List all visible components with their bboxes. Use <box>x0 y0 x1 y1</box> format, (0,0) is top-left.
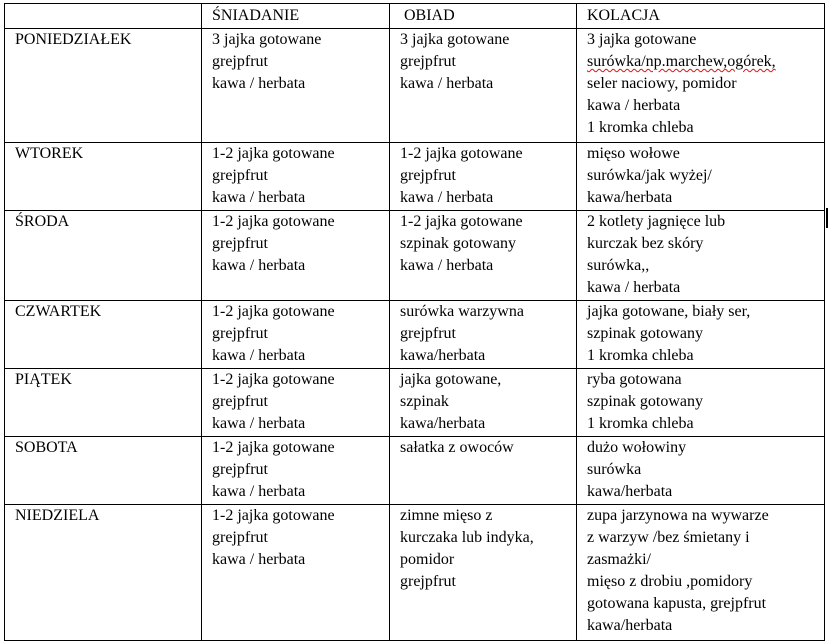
lunch-item: jajka gotowane, <box>400 371 502 388</box>
breakfast-item: kawa / herbata <box>212 257 306 274</box>
lunch-item: kawa / herbata <box>400 75 494 92</box>
day-label: ŚRODA <box>15 213 70 230</box>
breakfast-item: grejpfrut <box>212 461 268 478</box>
dinner-cell <box>577 143 825 211</box>
lunch-item: szpinak <box>400 393 449 410</box>
table-row <box>5 29 825 143</box>
day-label: SOBOTA <box>15 439 78 456</box>
dinner-item: dużo wołowiny <box>587 439 687 456</box>
lunch-item: grejpfrut <box>400 53 456 70</box>
lunch-item: 1-2 jajka gotowane <box>400 213 523 230</box>
breakfast-item: 1-2 jajka gotowane <box>212 507 335 524</box>
lunch-item: kurczaka lub indyka, <box>400 529 534 546</box>
breakfast-item: 1-2 jajka gotowane <box>212 145 335 162</box>
dinner-item: 1 kromka chleba <box>587 347 694 364</box>
lunch-item: szpinak gotowany <box>400 235 516 252</box>
breakfast-item: 1-2 jajka gotowane <box>212 213 335 230</box>
dinner-item: seler naciowy, pomidor <box>587 75 737 92</box>
dinner-item: 1 kromka chleba <box>587 415 694 432</box>
lunch-item: kawa / herbata <box>400 257 494 274</box>
breakfast-item: grejpfrut <box>212 235 268 252</box>
lunch-item: pomidor <box>400 551 455 568</box>
table-row <box>5 143 825 211</box>
dinner-item: mięso wołowe <box>587 145 680 162</box>
breakfast-item: 1-2 jajka gotowane <box>212 303 335 320</box>
lunch-cell <box>390 211 577 301</box>
breakfast-item: grejpfrut <box>212 53 268 70</box>
breakfast-item: grejpfrut <box>212 325 268 342</box>
day-cell <box>5 143 202 211</box>
lunch-item: 3 jajka gotowane <box>400 31 510 48</box>
breakfast-item: kawa / herbata <box>212 347 306 364</box>
dinner-item: 2 kotlety jagnięce lub <box>587 213 726 230</box>
lunch-item: sałatka z owoców <box>400 439 514 456</box>
dinner-item: surówka,, <box>587 257 650 274</box>
breakfast-item: 1-2 jajka gotowane <box>212 371 335 388</box>
breakfast-item: grejpfrut <box>212 529 268 546</box>
dinner-item: kawa / herbata <box>587 97 681 114</box>
breakfast-item: 3 jajka gotowane <box>212 31 322 48</box>
dinner-item: surówka/np.marchew,ogórek, <box>587 53 776 70</box>
breakfast-item: 1-2 jajka gotowane <box>212 439 335 456</box>
dinner-item: surówka/jak wyżej/ <box>587 167 712 184</box>
header-lunch: OBIAD <box>390 4 577 29</box>
lunch-item: kawa/herbata <box>400 415 486 432</box>
dinner-item: gotowana kapusta, grejpfrut <box>587 595 767 612</box>
breakfast-cell <box>202 369 390 437</box>
breakfast-cell <box>202 437 390 505</box>
day-label: NIEDZIELA <box>15 507 100 524</box>
day-cell <box>5 29 202 143</box>
lunch-cell <box>390 143 577 211</box>
lunch-item: zimne mięso z <box>400 507 493 524</box>
day-cell <box>5 369 202 437</box>
breakfast-item: kawa / herbata <box>212 483 306 500</box>
day-cell <box>5 211 202 301</box>
lunch-item: surówka warzywna <box>400 303 524 320</box>
dinner-item: mięso z drobiu ,pomidory <box>587 573 753 590</box>
table-row <box>5 437 825 505</box>
lunch-item: 1-2 jajka gotowane <box>400 145 523 162</box>
lunch-item: grejpfrut <box>400 325 456 342</box>
dinner-item: kawa/herbata <box>587 189 673 206</box>
day-cell <box>5 505 202 641</box>
dinner-item: szpinak gotowany <box>587 325 703 342</box>
lunch-cell <box>390 369 577 437</box>
breakfast-cell <box>202 211 390 301</box>
header-breakfast: ŚNIADANIE <box>202 4 390 29</box>
dinner-cell <box>577 301 825 369</box>
text-cursor-mark <box>826 208 828 228</box>
header-row <box>5 4 825 29</box>
dinner-item: kawa / herbata <box>587 279 681 296</box>
day-label: CZWARTEK <box>15 303 102 320</box>
day-cell <box>5 301 202 369</box>
dinner-cell <box>577 369 825 437</box>
lunch-item: grejpfrut <box>400 573 456 590</box>
dinner-item: ryba gotowana <box>587 371 682 388</box>
day-label: WTOREK <box>15 145 84 162</box>
breakfast-item: grejpfrut <box>212 393 268 410</box>
table-row <box>5 505 825 641</box>
breakfast-item: grejpfrut <box>212 167 268 184</box>
breakfast-item: kawa / herbata <box>212 415 306 432</box>
lunch-cell <box>390 505 577 641</box>
dinner-item: kawa/herbata <box>587 617 673 634</box>
lunch-cell <box>390 301 577 369</box>
dinner-cell <box>577 29 825 143</box>
lunch-item: grejpfrut <box>400 167 456 184</box>
dinner-cell <box>577 505 825 641</box>
dinner-cell <box>577 211 825 301</box>
breakfast-cell <box>202 505 390 641</box>
day-cell <box>5 437 202 505</box>
day-label: PIĄTEK <box>15 371 72 388</box>
table-row <box>5 369 825 437</box>
header-day <box>5 4 202 29</box>
breakfast-item: kawa / herbata <box>212 551 306 568</box>
lunch-item: kawa / herbata <box>400 189 494 206</box>
header-dinner: KOLACJA <box>577 4 825 29</box>
meal-plan-table <box>4 3 825 641</box>
breakfast-item: kawa / herbata <box>212 75 306 92</box>
dinner-cell <box>577 437 825 505</box>
table-row <box>5 211 825 301</box>
dinner-item: 3 jajka gotowane <box>587 31 697 48</box>
dinner-item: surówka <box>587 461 642 478</box>
breakfast-cell <box>202 301 390 369</box>
dinner-item: z warzyw /bez śmietany i <box>587 529 750 546</box>
breakfast-cell <box>202 143 390 211</box>
day-label: PONIEDZIAŁEK <box>15 31 132 48</box>
dinner-item: szpinak gotowany <box>587 393 703 410</box>
dinner-item: kawa/herbata <box>587 483 673 500</box>
dinner-item: zasmażki/ <box>587 551 651 568</box>
dinner-item: jajka gotowane, biały ser, <box>587 303 751 320</box>
dinner-item: kurczak bez skóry <box>587 235 704 252</box>
breakfast-cell <box>202 29 390 143</box>
table-row <box>5 301 825 369</box>
lunch-cell <box>390 29 577 143</box>
lunch-cell <box>390 437 577 505</box>
dinner-item: zupa jarzynowa na wywarze <box>587 507 769 524</box>
dinner-item: 1 kromka chleba <box>587 119 694 136</box>
lunch-item: kawa/herbata <box>400 347 486 364</box>
breakfast-item: kawa / herbata <box>212 189 306 206</box>
